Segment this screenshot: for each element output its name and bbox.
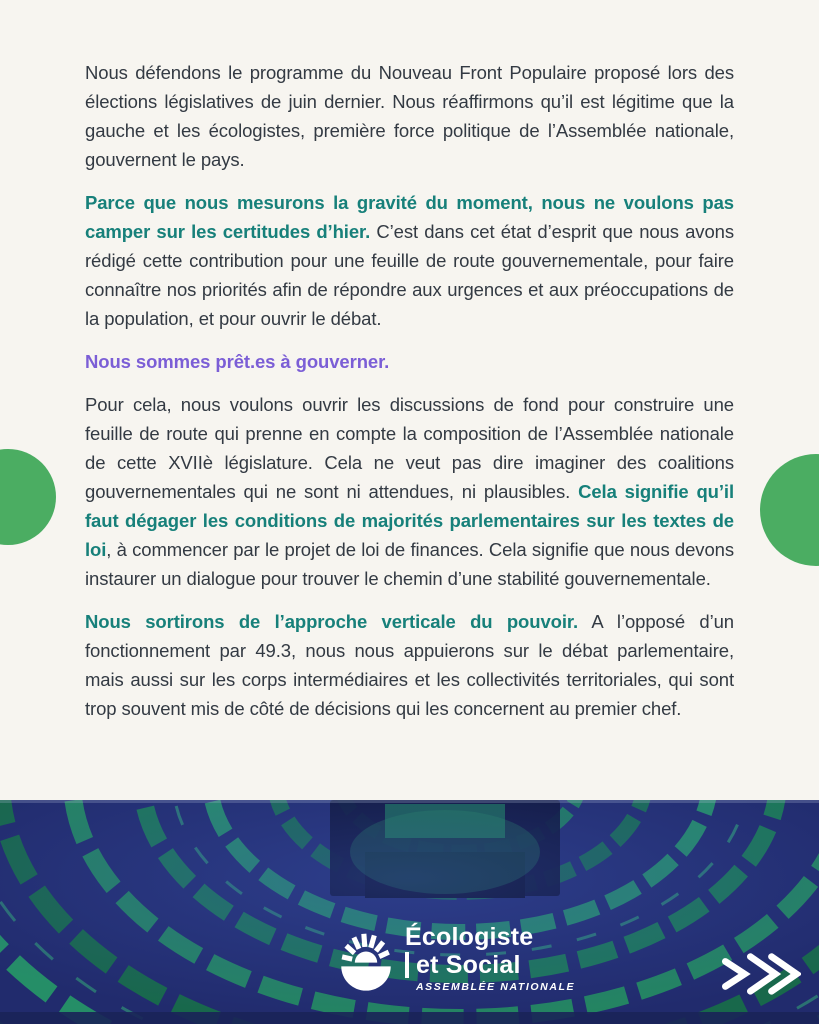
paragraph-gravite [85,188,734,333]
paragraph-programme [85,58,734,174]
logo-title-line2-row [405,952,575,978]
logo-subtitle: ASSEMBLÉE NATIONALE [416,981,576,993]
paragraph-discussions-t2: , à commencer par le projet de loi de finances. Cela signifie que nous devons instaurer un dialogue pour trouver le chemin d’une stabilité gouvernementale. [85,539,734,589]
paragraph-pouvoir-rest: A l’opposé d’un fonctionnement par 49.3, nous nous appuierons sur le débat parlementaire, mais aussi sur les corps intermédiaires et les collectivités territoriales, qui sont trop souvent mis de côté de décisions qui les concernent au premier chef. [85,611,734,719]
paragraph-pouvoir [85,607,734,723]
green-circle-right-decoration [760,454,819,566]
next-page-chevrons[interactable] [717,948,801,998]
paragraph-gravite-lead: Parce que nous mesurons la gravité du moment, nous ne voulons pas camper sur les certitudes d’hier. [85,192,734,242]
paragraph-pouvoir-lead: Nous sortirons de l’approche verticale du pouvoir. [85,611,578,632]
logo-title-line1: Écologiste [405,923,534,951]
hemicycle-photo-banner [0,800,819,1024]
sunrise-icon [338,924,394,992]
logo-title-line2: et Social [416,951,521,979]
paragraph-prets-a-gouverner [85,347,734,376]
paragraph-programme-text: Nous défendons le programme du Nouveau Front Populaire proposé lors des élections législatives de juin dernier. Nous réaffirmons qu’il est légitime que la gauche et les écologistes, première force politique de l’Assemblée nationale, gouvernent le pays. [85,62,734,170]
paragraph-discussions [85,390,734,593]
paragraph-discussions-em: Cela signifie qu’il faut dégager les conditions de majorités parlementaires sur les textes de loi [85,481,734,560]
paragraph-gravite-rest: C’est dans cet état d’esprit que nous avons rédigé cette contribution pour une feuille de route gouvernementale, pour faire connaître nos priorités afin de répondre aux urgences et aux préoccupations de la population, et pour ouvrir le débat. [85,221,734,329]
paragraph-discussions-t1: Pour cela, nous voulons ouvrir les discussions de fond pour construire une feuille de route qui prenne en compte la composition de l’Assemblée nationale de cette XVIIè législature. Cela ne veut pas dire imaginer des coalitions gouvernementales qui ne sont ni attendues, ni plausibles. [85,394,734,502]
green-circle-left-decoration [0,449,56,545]
paragraph-prets-text: Nous sommes prêt.es à gouverner. [85,351,390,372]
logo-vertical-bar [405,952,409,978]
triple-chevron-right-icon [717,948,801,998]
logo-text [405,924,575,993]
text-content [85,58,734,737]
ecologiste-et-social-logo [338,924,575,993]
